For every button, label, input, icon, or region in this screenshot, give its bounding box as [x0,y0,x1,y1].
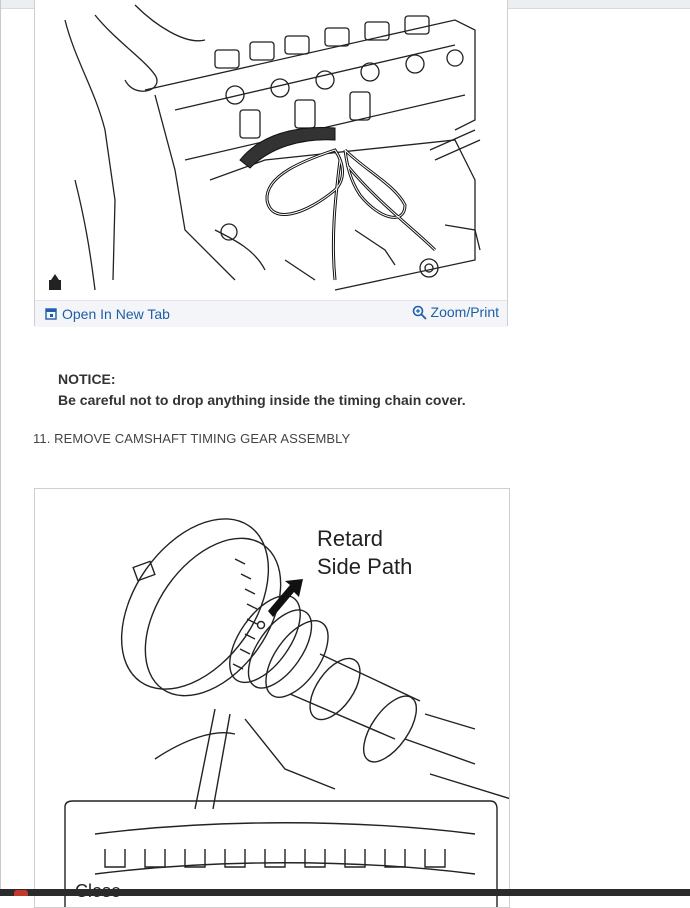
step-title: REMOVE CAMSHAFT TIMING GEAR ASSEMBLY [54,431,351,446]
left-border [0,0,1,896]
notice-block [58,369,466,411]
open-tab-icon [45,308,57,320]
step-heading [33,431,350,446]
label-side-path: Side Path [317,554,413,579]
camshaft-gear-illustration [35,489,510,908]
notice-title: NOTICE: [58,371,116,387]
taskbar-edge [0,889,690,896]
image-badge-icon [49,274,61,290]
notice-text: Be careful not to drop anything inside the timing chain cover. [58,392,466,408]
timing-chain-illustration [35,0,507,300]
label-retard: Retard [317,526,384,551]
open-in-new-tab-link[interactable] [45,306,170,322]
magnifier-icon [412,305,427,320]
figure-toolbar [35,300,507,327]
figure-camshaft-gear [34,488,510,908]
figure-timing-chain [34,0,508,326]
zoom-print-label: Zoom/Print [430,304,499,320]
open-in-new-tab-label: Open In New Tab [62,306,170,322]
zoom-print-link[interactable] [412,304,499,320]
step-number: 11. [33,431,51,446]
app-icon[interactable] [14,890,28,896]
